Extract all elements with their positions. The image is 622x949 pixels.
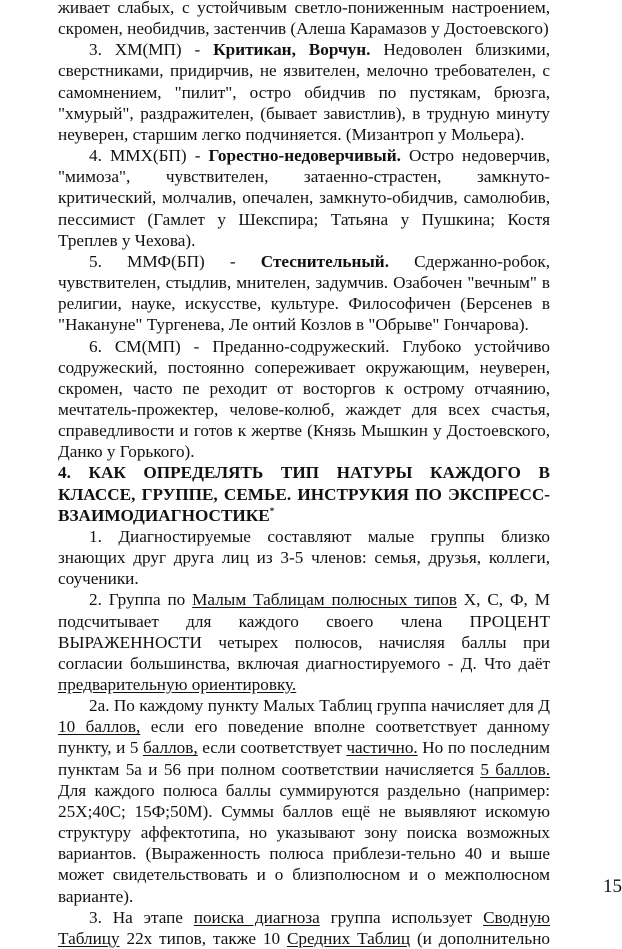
section-heading-text: 4. КАК ОПРЕДЕЛЯТЬ ТИП НАТУРЫ КАЖДОГО В КЛАССЕ, ГРУППЕ, СЕМЬЕ. ИНСТРУКИЯ ПО ЭКСПРЕСС-ВЗАИМОДИАГНОСТИКЕ bbox=[58, 463, 550, 525]
paragraph-type-5 bbox=[58, 251, 550, 336]
text-run: Для каждого полюса баллы суммируются раздельно (например: 25Х;40С; 15Ф;50М). Суммы баллов ещё не выявляют искомую структуру аффектотипа, но указывают зону поиска возможных вариантов. (Выраженность полюса приблези-тельно 40 и выше может свидетельствовать и о близполюсном и о межполюсном варианте). bbox=[58, 780, 550, 906]
instruction-2 bbox=[58, 589, 550, 695]
type-code: 3. ХМ(МП) - bbox=[89, 40, 214, 60]
paragraph-type-6: 6. СМ(МП) - Преданно-содружеский. Глубоко устойчиво содружеский, постоянно сопереживает окружающим, неуверен, скромен, часто пе реходит от восторгов к острому отчаянию, мечтатель-прожектер, челове-колюб, жаждет для всех счастья, справедливости и готов к жертве (Князь Мышкин у Достоевского, Данко у Горького). bbox=[58, 336, 550, 462]
text-run: если соответствует bbox=[197, 738, 347, 758]
text-run: Но по последним пунктам 5а и 56 при полном соответствии начисляется bbox=[58, 738, 550, 779]
underlined-term: Малым Таблицам полюсных типов bbox=[192, 590, 457, 610]
text-run: группа использует bbox=[319, 907, 484, 927]
type-description: Сдержанно-робок, чувствителен, стыдлив, мнителен, задумчив. Озабочен "вечным" в религии, науке, искусстве, культуре. Философичен (Берсенев в "Накануне" Тургенева, Ле онтий Козлов в "Обрыве" Гончарова). bbox=[58, 251, 550, 335]
instruction-2a bbox=[58, 695, 550, 907]
underlined-term: Средних Таблиц bbox=[286, 928, 411, 948]
type-name: Критикан, Ворчун. bbox=[213, 40, 371, 60]
text-run: 3. На этапе bbox=[89, 907, 194, 927]
text-run: 22х типов, также 10 bbox=[119, 928, 287, 948]
underlined-term: поиска диагноза bbox=[193, 907, 320, 927]
underlined-term: Сводную Таблицу bbox=[58, 907, 551, 948]
type-code: 4. МMX(БП) - bbox=[89, 146, 209, 166]
text-run: 2. Группа по bbox=[89, 590, 193, 610]
type-code: 5. ММФ(БП) - bbox=[89, 251, 261, 271]
type-name: Стеснительный. bbox=[260, 251, 389, 271]
type-name: Горестно-недоверчивый. bbox=[208, 146, 401, 166]
underlined-term: 5 баллов. bbox=[480, 759, 550, 779]
paragraph-continuation: живает слабых, с устойчивым светло-пониженным настроением, скромен, необидчив, застенчив (Алеша Карамазов у Достоевского) bbox=[58, 0, 550, 39]
instruction-1: 1. Диагностируемые составляют малые группы близко знающих друг друга лиц из 3-5 членов: семья, друзья, коллеги, соученики. bbox=[58, 526, 550, 589]
text-run: 2а. По каждому пункту Малых Таблиц группа начисляет для bbox=[89, 696, 539, 716]
section-heading bbox=[58, 462, 550, 525]
page-number: 15 bbox=[603, 876, 622, 897]
body-text bbox=[58, 0, 550, 949]
underlined-term: баллов, bbox=[142, 738, 198, 758]
paragraph-type-3 bbox=[58, 39, 550, 145]
underlined-term: частично. bbox=[346, 738, 418, 758]
text-run: (и дополнительно bbox=[410, 928, 551, 948]
text-run: Х, С, Ф, М подсчитывает для каждого своего члена ПРОЦЕНТ ВЫРАЖЕННОСТИ четырех полюсов, начисляя баллы при согласии большинства, включая диагностируемого - Д. Что даёт bbox=[58, 590, 550, 673]
footnote-mark: * bbox=[269, 505, 275, 516]
text-run: если его поведение вполне соответствует данному пункту, и 5 bbox=[58, 717, 551, 758]
underlined-term: Д 10 баллов, bbox=[58, 696, 550, 737]
underlined-term: предварительную ориентировку. bbox=[58, 675, 297, 694]
instruction-3 bbox=[58, 907, 550, 949]
paragraph-type-4 bbox=[58, 145, 550, 251]
type-description: Остро недоверчив, "мимоза", чувствителен, затаенно-страстен, замкнуто-критический, молчалив, опечален, замкнуто-обидчив, самолюбив, пессимист (Гамлет у Шекспира; Татьяна у Пушкина; Костя Треплев у Чехова). bbox=[58, 146, 550, 250]
type-description: Недоволен близкими, сверстниками, придирчив, не язвителен, мелочно требователен, с самомнением, "пилит", остро обидчив по пустякам, брюзга, "хмурый", раздражителен, (бывает завистлив), в трудную минуту неуверен, старшим легко подчиняется. (Мизантроп у Мольера). bbox=[58, 40, 550, 144]
